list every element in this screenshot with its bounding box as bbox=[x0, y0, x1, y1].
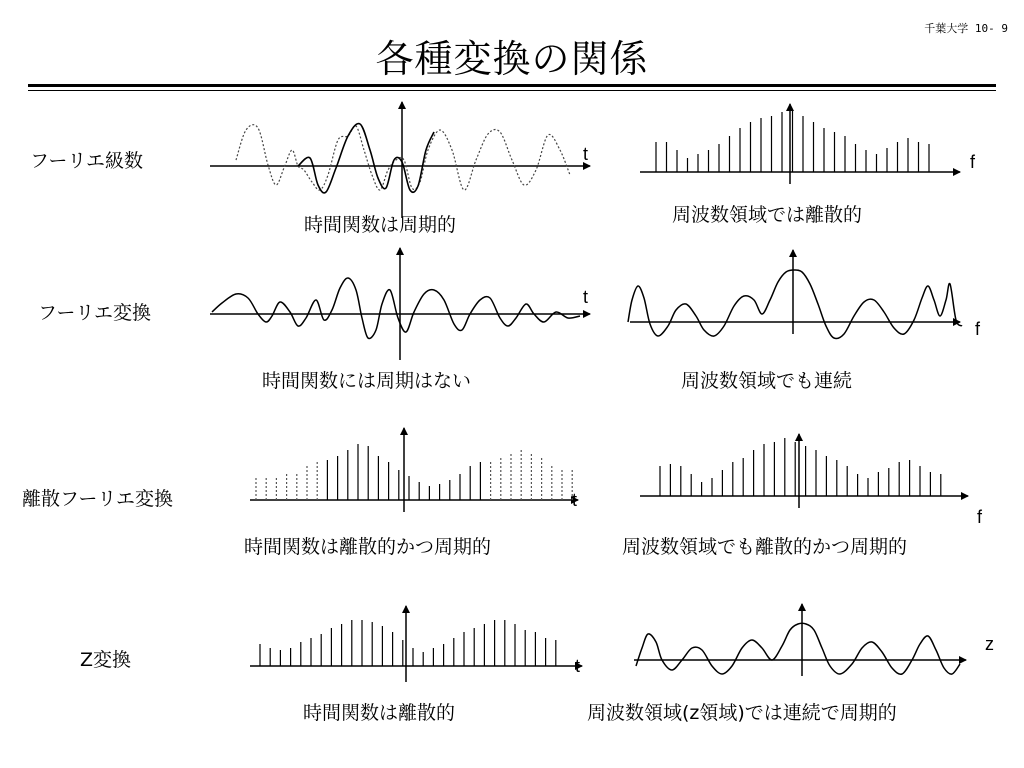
caption-time-periodic: 時間関数は周期的 bbox=[304, 214, 457, 236]
period-waveform bbox=[298, 124, 434, 193]
plot-fourier-series-time bbox=[210, 102, 590, 218]
spectrum-lines bbox=[656, 110, 929, 172]
row-label-fourier-series: フーリエ級数 bbox=[30, 150, 144, 172]
sample-lines bbox=[256, 444, 572, 500]
periodic-extension bbox=[236, 125, 570, 190]
corner-label: 千葉大学 10- 9 bbox=[924, 22, 1008, 35]
freq-axis-label: z bbox=[985, 634, 994, 654]
plot-z-time bbox=[250, 606, 582, 682]
caption-time-discrete: 時間関数は離散的 bbox=[303, 702, 456, 724]
sample-lines bbox=[260, 620, 556, 666]
time-axis-label: t bbox=[572, 490, 578, 510]
plot-fourier-transform-time bbox=[210, 248, 590, 360]
plot-dft-time bbox=[250, 428, 578, 512]
row-label-fourier-transform: フーリエ変換 bbox=[38, 302, 152, 324]
time-axis-label: t bbox=[583, 287, 589, 307]
caption-freq-continuous: 周波数領域でも連続 bbox=[681, 370, 853, 392]
freq-axis-label: f bbox=[977, 507, 983, 527]
plot-z-freq bbox=[634, 604, 994, 676]
caption-freq-discrete-periodic: 周波数領域でも離散的かつ周期的 bbox=[622, 536, 908, 558]
caption-time-discrete-periodic: 時間関数は離散的かつ周期的 bbox=[244, 536, 492, 558]
aperiodic-waveform bbox=[212, 278, 580, 339]
periodic-continuous-spectrum bbox=[636, 623, 960, 674]
plot-fourier-transform-freq bbox=[628, 250, 981, 339]
time-axis-label: t bbox=[583, 144, 589, 164]
freq-axis-label: f bbox=[975, 319, 981, 339]
plot-dft-freq bbox=[640, 434, 983, 527]
caption-z-domain: 周波数領域(z領域)では連続で周期的 bbox=[587, 702, 897, 724]
row-label-z-transform: Z変換 bbox=[80, 649, 132, 671]
spectrum-lines bbox=[660, 438, 941, 496]
freq-axis-label: f bbox=[970, 152, 976, 172]
page-title: 各種変換の関係 bbox=[375, 37, 649, 81]
continuous-spectrum bbox=[628, 270, 962, 338]
caption-freq-discrete: 周波数領域では離散的 bbox=[672, 204, 863, 226]
plot-fourier-series-freq bbox=[640, 104, 976, 184]
row-label-dft: 離散フーリエ変換 bbox=[22, 488, 174, 510]
caption-time-aperiodic: 時間関数には周期はない bbox=[262, 370, 472, 392]
time-axis-label: t bbox=[575, 656, 581, 676]
